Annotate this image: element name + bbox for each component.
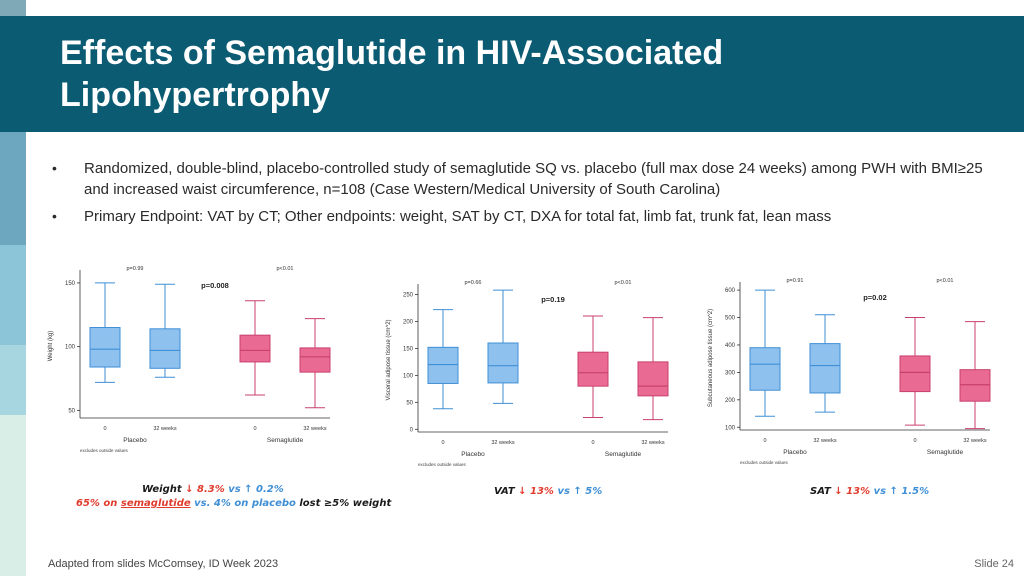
y-tick-label: 250 [402, 292, 413, 299]
caption-segment: vs. 4% on placebo [190, 498, 300, 509]
p-value-between: p=0.19 [541, 295, 565, 304]
p-value-between: p=0.02 [863, 293, 887, 302]
x-tick-label: 32 weeks [491, 440, 515, 446]
bullet-list [48, 158, 988, 233]
strip-segment [0, 415, 26, 576]
caption-segment: vs ↑ 5% [557, 486, 603, 497]
y-tick-label: 300 [724, 370, 735, 377]
box-iqr [578, 352, 608, 386]
box-iqr [638, 362, 668, 396]
group-label: Placebo [123, 437, 147, 444]
caption-segment: 65% on [76, 498, 121, 509]
box-iqr [428, 347, 458, 383]
weight-caption-line1 [142, 484, 284, 495]
y-tick-label: 500 [724, 315, 735, 322]
y-tick-label: 400 [724, 342, 735, 349]
box-iqr [810, 344, 840, 393]
x-tick-label: 0 [591, 440, 595, 446]
group-label: Semaglutide [604, 451, 642, 458]
caption-segment: semaglutide [120, 498, 191, 509]
slide-title-line2: Lipohypertrophy [60, 76, 331, 114]
box-iqr [960, 370, 990, 402]
sat-boxplot [700, 270, 1000, 490]
caption-segment: VAT [494, 486, 519, 497]
y-tick-label: 200 [402, 319, 413, 326]
p-value-between: p=0.008 [201, 281, 229, 290]
p-value-semaglutide: p<0.01 [614, 280, 632, 286]
box-iqr [750, 348, 780, 391]
p-value-semaglutide: p<0.01 [276, 266, 294, 272]
x-tick-label: 32 weeks [303, 426, 327, 432]
box-iqr [150, 329, 180, 369]
chart-note: excludes outside values [80, 448, 128, 453]
x-tick-label: 32 weeks [153, 426, 177, 432]
bullet-icon: • [52, 160, 57, 176]
group-label: Semaglutide [266, 437, 304, 444]
caption-segment: vs ↑ 0.2% [228, 484, 284, 495]
x-tick-label: 32 weeks [963, 438, 987, 444]
x-tick-label: 0 [763, 438, 767, 444]
y-tick-label: 50 [68, 408, 75, 415]
sat-caption [810, 486, 929, 497]
vat-boxplot [378, 272, 678, 492]
p-value-placebo: p=0.91 [786, 278, 804, 284]
slide-number: Slide 24 [974, 558, 1014, 570]
caption-segment: lost ≥5% weight [299, 498, 392, 509]
y-tick-label: 100 [724, 425, 735, 432]
y-axis-label: Subcutaneous adipose tissue (cm^2) [708, 308, 714, 408]
bullet-item [48, 158, 988, 200]
group-label: Placebo [461, 451, 485, 458]
x-tick-label: 32 weeks [641, 440, 665, 446]
y-axis-label: Visceral adipose tissue (cm^2) [386, 319, 392, 401]
caption-segment: ↓ 8.3% [185, 484, 229, 495]
y-axis-label: Weight (kg) [48, 330, 54, 362]
vat-caption [494, 486, 602, 497]
bullet-item [48, 206, 988, 227]
source-footer: Adapted from slides McComsey, ID Week 2023 [48, 558, 279, 570]
box-iqr [488, 343, 518, 383]
group-label: Placebo [783, 449, 807, 456]
box-iqr [240, 335, 270, 362]
y-tick-label: 150 [402, 346, 413, 353]
box-iqr [900, 356, 930, 392]
y-tick-label: 50 [406, 400, 413, 407]
slide-title-line1: Effects of Semaglutide in HIV-Associated [60, 34, 724, 72]
strip-segment [0, 245, 26, 345]
caption-segment: SAT [810, 486, 835, 497]
x-tick-label: 0 [441, 440, 445, 446]
p-value-placebo: p=0.99 [126, 266, 144, 272]
caption-segment: Weight [142, 484, 186, 495]
chart-note: excludes outside values [740, 460, 788, 465]
y-tick-label: 100 [64, 344, 75, 351]
bullet-text: Primary Endpoint: VAT by CT; Other endpoints: weight, SAT by CT, DXA for total fat, limb fat, trunk fat, lean mass [84, 208, 832, 225]
bullet-text: Randomized, double-blind, placebo-controlled study of semaglutide SQ vs. placebo (full max dose 24 weeks) among PWH with BMI≥25 and increased waist circumference, n=108 (Case Western/Medical University of South Carolina) [84, 160, 983, 198]
caption-segment: ↓ 13% [834, 486, 874, 497]
strip-segment [0, 130, 26, 245]
y-tick-label: 200 [724, 397, 735, 404]
slide-title [60, 32, 960, 116]
strip-segment [0, 345, 26, 415]
weight-boxplot [40, 258, 340, 478]
box-iqr [300, 348, 330, 372]
x-tick-label: 0 [253, 426, 257, 432]
p-value-semaglutide: p<0.01 [936, 278, 954, 284]
x-tick-label: 32 weeks [813, 438, 837, 444]
chart-note: excludes outside values [418, 462, 466, 467]
caption-segment: vs ↑ 1.5% [873, 486, 930, 497]
x-tick-label: 0 [103, 426, 107, 432]
p-value-placebo: p=0.66 [464, 280, 482, 286]
x-tick-label: 0 [913, 438, 917, 444]
y-tick-label: 600 [724, 288, 735, 295]
box-iqr [90, 328, 120, 368]
bullet-icon: • [52, 208, 57, 224]
caption-segment: ↓ 13% [518, 486, 558, 497]
y-tick-label: 0 [409, 427, 413, 434]
y-tick-label: 150 [64, 280, 75, 287]
group-label: Semaglutide [926, 449, 964, 456]
y-tick-label: 100 [402, 373, 413, 380]
weight-caption-line2 [76, 498, 391, 509]
